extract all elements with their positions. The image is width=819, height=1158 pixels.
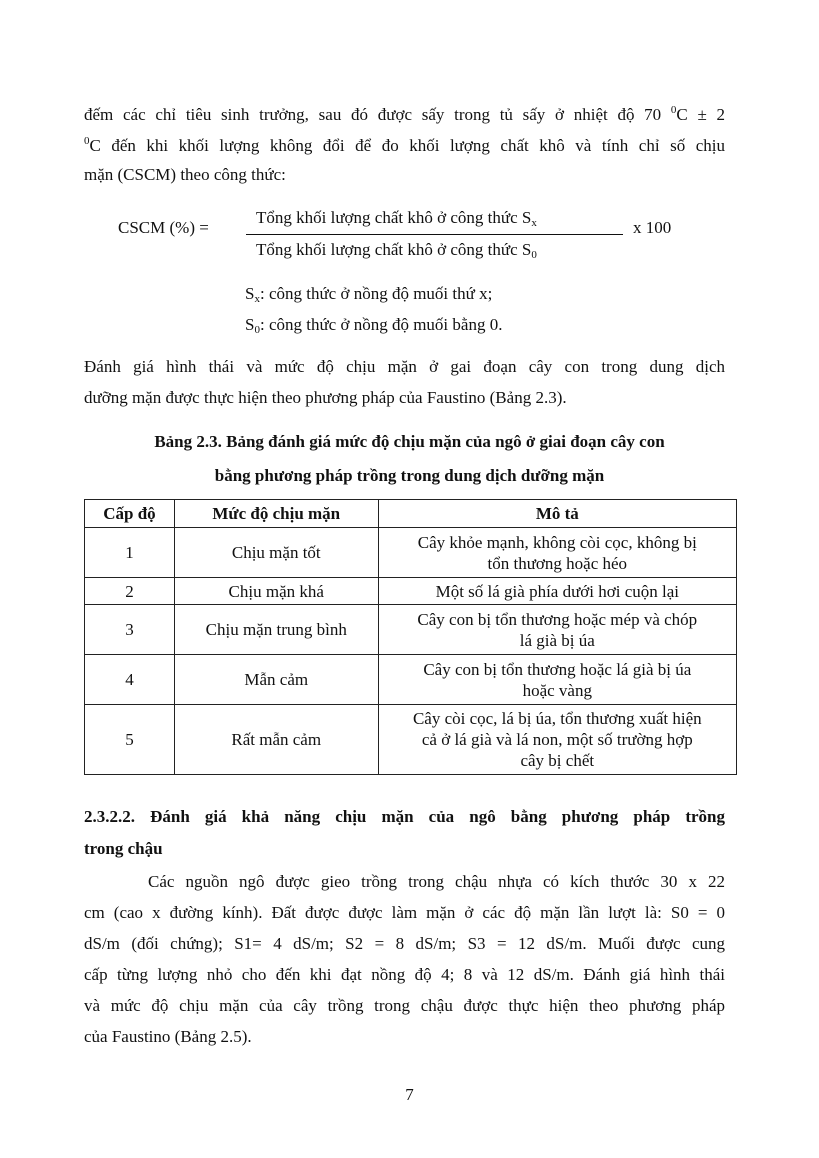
table-row: [85, 605, 737, 655]
header-description: Mô tả: [378, 500, 736, 528]
section-line-1: Các nguồn ngô được gieo trồng trong chậu nhựa có kích thước 30 x 22: [148, 872, 725, 891]
fraction-bar: [246, 234, 623, 235]
level-cell: 2: [85, 578, 175, 605]
level-cell: 3: [85, 605, 175, 655]
definition-sx: $S_x$: công thức ở nồng độ muối thứ x;: [245, 284, 493, 305]
formula-lhs: CSCM (%) =: [118, 218, 209, 237]
tolerance-cell: Rất mẫn cảm: [174, 705, 378, 775]
description-cell: Cây khỏe mạnh, không còi cọc, không bị tổn thương hoặc héo: [378, 528, 736, 578]
section-heading-line-1: 2.3.2.2. Đánh giá khả năng chịu mặn của ngô bằng phương pháp trồng: [84, 807, 725, 826]
header-tolerance: Mức độ chịu mặn: [174, 500, 378, 528]
degree-superscript: 0: [670, 104, 677, 116]
intro-line-1: đếm các chỉ tiêu sinh trưởng, sau đó được sấy trong tủ sấy ở nhiệt độ 70 $^0$C ± 2: [84, 104, 725, 124]
para2-line-1: Đánh giá hình thái và mức độ chịu mặn ở gai đoạn cây con trong dung dịch: [84, 357, 725, 376]
description-cell: Cây con bị tổn thương hoặc lá già bị úa hoặc vàng: [378, 655, 736, 705]
section-heading-line-2: trong chậu: [84, 839, 163, 858]
formula-numerator: Tổng khối lượng chất khô ở công thức $S_x$: [256, 208, 537, 229]
header-level: Cấp độ: [85, 500, 175, 528]
table-caption-line-2: bằng phương pháp trồng trong dung dịch dưỡng mặn: [214, 466, 605, 485]
formula-multiplier: x 100: [633, 218, 672, 237]
level-cell: 1: [85, 528, 175, 578]
tolerance-cell: Mẫn cảm: [174, 655, 378, 705]
table-row: [85, 655, 737, 705]
section-line-3: dS/m (đối chứng); S1= 4 dS/m; S2 = 8 dS/m; S3 = 12 dS/m. Muối được cung: [84, 934, 725, 953]
table-header-row: [85, 500, 737, 528]
salt-tolerance-table: [84, 499, 737, 775]
degree-superscript: 0: [84, 135, 90, 147]
tolerance-cell: Chịu mặn tốt: [174, 528, 378, 578]
description-cell: Cây con bị tổn thương hoặc mép và chóp lá già bị úa: [378, 605, 736, 655]
table-row: [85, 705, 737, 775]
intro-line-2: $^0$C đến khi khối lượng không đổi để đo khối lượng chất khô và tính chỉ số chịu: [84, 135, 725, 155]
description-cell: Một số lá già phía dưới hơi cuộn lại: [378, 578, 736, 605]
page-number: 7: [405, 1085, 414, 1104]
intro-line-3: mặn (CSCM) theo công thức:: [84, 165, 286, 184]
level-cell: 5: [85, 705, 175, 775]
formula-denominator: Tổng khối lượng chất khô ở công thức $S_0$: [256, 240, 537, 261]
para2-line-2: dưỡng mặn được thực hiện theo phương pháp của Faustino (Bảng 2.3).: [84, 388, 567, 407]
section-line-4: cấp từng lượng nhỏ cho đến khi đạt nồng độ 4; 8 và 12 dS/m. Đánh giá hình thái: [84, 965, 725, 984]
section-line-5: và mức độ chịu mặn của cây trồng trong chậu được thực hiện theo phương pháp: [84, 996, 725, 1015]
definition-s0: $S_0$: công thức ở nồng độ muối bằng 0.: [245, 315, 503, 336]
tolerance-cell: Chịu mặn trung bình: [174, 605, 378, 655]
description-cell: Cây còi cọc, lá bị úa, tổn thương xuất hiện cả ở lá già và lá non, một số trường hợp cây bị chết: [378, 705, 736, 775]
table-row: [85, 578, 737, 605]
level-cell: 4: [85, 655, 175, 705]
table-caption-line-1: Bảng 2.3. Bảng đánh giá mức độ chịu mặn của ngô ở giai đoạn cây con: [154, 432, 665, 451]
tolerance-cell: Chịu mặn khá: [174, 578, 378, 605]
section-line-6: của Faustino (Bảng 2.5).: [84, 1027, 252, 1046]
table-row: [85, 528, 737, 578]
section-line-2: cm (cao x đường kính). Đất được được làm mặn ở các độ mặn lần lượt là: S0 = 0: [84, 903, 725, 922]
